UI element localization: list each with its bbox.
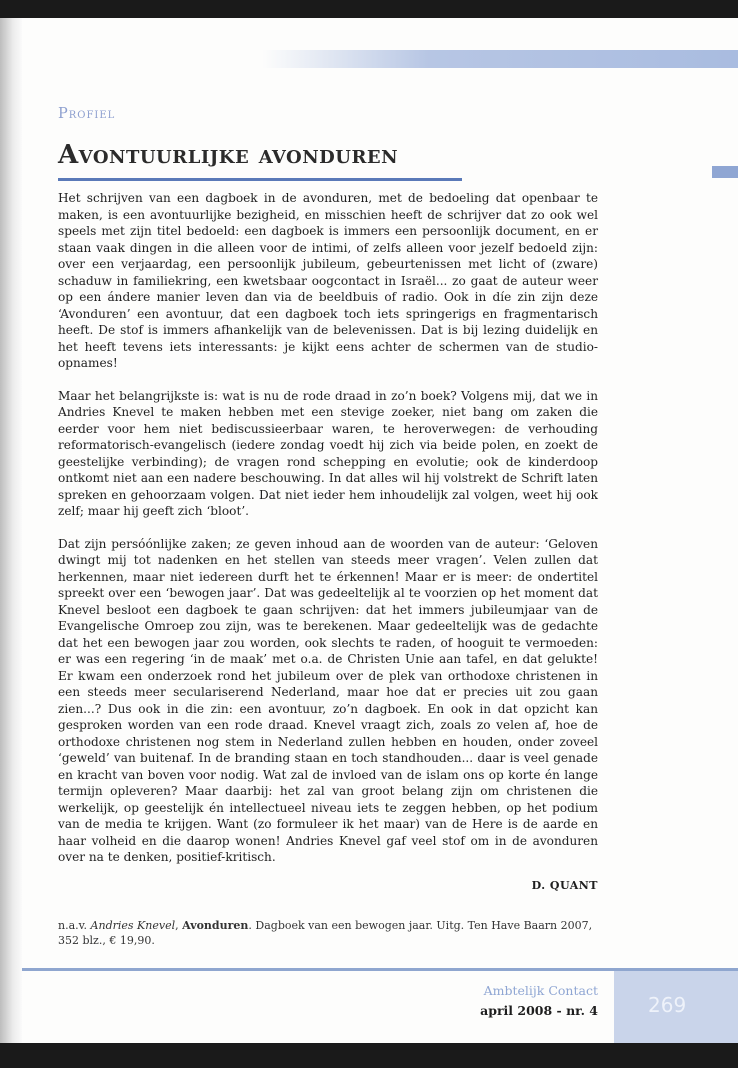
note-details: . Dagboek van een bewogen jaar. Uitg. Ten Have Baarn 2007, 352 blz., € 19,90. [58,919,593,947]
book-reference-note [58,918,598,948]
scan-border-bottom [0,1043,738,1068]
paragraph-3: Dat zijn persóónlijke zaken; ze geven inhoud aan de woorden van de auteur: ‘Geloven dwingt mij tot nadenken en het stellen van steeds meer vragen’. Velen zullen dat herkennen, maar niet iedereen durft het te érkennen! Maar er is meer: de ondertitel spreekt over een ‘bewogen jaar’. Dat was gedeeltelijk al te voorzien op het moment dat Knevel besloot een dagboek te gaan schrijven: dat het immers jubileumjaar van de Evangelische Omroep zou zijn, was te berekenen. Maar gedeeltelijk was de gedachte dat het een bewogen jaar zou worden, ook slechts te raden, of hooguit te vermoeden: er was een regering ‘in de maak’ met o.a. de Christen Unie aan tafel, en dat gelukte! Er kwam een onderzoek rond het jubileum over de plek van orthodoxe christenen in een steeds meer seculariserend Nederland, maar hoe dat er precies uit zou gaan zien...? Dus ook in die zin: een avontuur, zo’n dagboek. En ook in dat opzicht kan gesproken worden van een rode draad. Knevel vraagt zich, zoals zo velen af, hoe de orthodoxe christenen nog stem in Nederland zullen hebben en houden, onder zoveel ‘geweld’ van buitenaf. In de branding staan en toch standhouden... daar is veel genade en kracht van boven voor nodig. Wat zal de invloed van de islam ons op korte én lange termijn opleveren? Maar daarbij: het zal van groot belang zijn om christenen die werkelijk, op geestelijk én intellectueel niveau iets te zeggen hebben, op het podium van de media te krijgen. Want (zo formuleer ik het maar) van de Here is de aarde en haar volheid en die daarop wonen! Andries Knevel gaf veel stof om in de avonduren over na te denken, positief-kritisch. [58,536,598,864]
note-prefix: n.a.v. [58,919,91,932]
article-body [58,190,598,894]
journal-name: Ambtelijk Contact [483,983,598,998]
note-author: Andries Knevel [90,919,176,932]
page-title: Avontuurlijke avonduren [58,140,399,170]
scan-border-top [0,0,738,18]
paragraph-1: Het schrijven van een dagboek in de avonduren, met de bedoeling dat openbaar te maken, is een avontuurlijke bezigheid, en misschien heeft de schrijver dat zo ook wel speels met zijn titel bedoeld: een dagboek is immers een persoonlijk document, en er staan vaak dingen in die alleen voor de intimi, of zelfs alleen voor jezelf bedoeld zijn: over een verjaardag, een persoonlijk jubileum, gebeurtenissen met licht of (zware) schaduw in familiekring, een kwetsbaar oogcontact in Israël... zo gaat de auteur weer op een ándere manier leven dan via de beeldbuis of radio. Ook in díe zin zijn deze ‘Avonduren’ een avontuur, dat een dagboek toch iets springerigs en fragmentarisch heeft. De stof is immers afhankelijk van de belevenissen. Dat is bij lezing duidelijk en het heeft tevens iets interessants: je kijkt eens achter de schermen van de studio-opnames! [58,191,598,370]
issue-info: april 2008 - nr. 4 [480,1003,598,1018]
page-number: 269 [648,993,687,1017]
margin-tab-marker [712,166,738,178]
book-spine-shadow [0,18,22,1043]
section-label: Profiel [58,106,116,122]
author-signature: D. QUANT [531,878,598,892]
title-underline [58,178,462,181]
paragraph-2: Maar het belangrijkste is: wat is nu de rode draad in zo’n boek? Volgens mij, dat we in Andries Knevel te maken hebben met een stevige zoeker, niet bang om zaken die eerder voor hem niet bediscussieerbaar waren, te heroverwegen: de verhouding reformatorisch-evangelisch (iedere zondag voedt hij zich via beide polen, en zoekt de geestelijke verbinding); de vragen rond schepping en evolutie; ook de kinderdoop ontkomt niet aan een nadere beschouwing. In dat alles wil hij volstrekt de Schrift laten spreken en gehoorzaam volgen. Dat niet ieder hem inhoudelijk zal volgen, weet hij ook zelf; maar hij geeft zich ‘bloot’. [58,388,598,518]
header-color-band [262,50,738,68]
note-book-title: Avonduren [182,919,249,932]
note-sep: , [175,919,183,932]
